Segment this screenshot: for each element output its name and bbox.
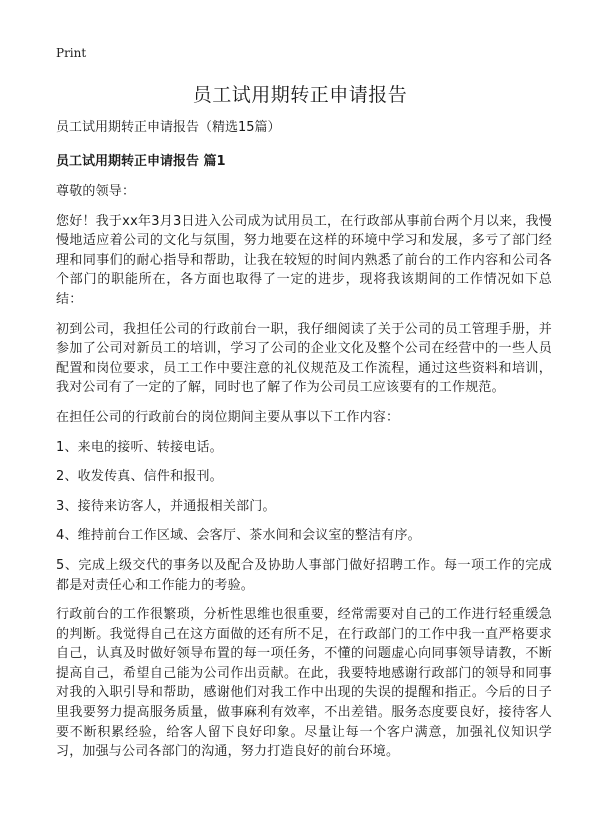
paragraph: 初到公司，我担任公司的行政前台一职，我仔细阅读了关于公司的员工管理手册，并参加了公司对新员工的培训，学习了公司的企业文化及整个公司在经营中的一些人员配置和岗位要求，员工工作中要注意的礼仪规范及工作流程，通过这些资料和培训，我对公司有了一定的了解，同时也了解了作为公司员工应该要有的工作规范。: [56, 321, 552, 396]
list-item: 5、完成上级交代的事务以及配合及协助人事部门做好招聘工作。每一项工作的完成都是对责任心和工作能力的考验。: [56, 557, 552, 593]
print-link[interactable]: Print: [56, 46, 87, 60]
list-item: 1、来电的接听、转接电话。: [56, 439, 223, 455]
salutation: 尊敬的领导：: [56, 184, 136, 199]
closing-paragraph: 行政前台的工作很繁琐，分析性思维也很重要，经常需要对自己的工作进行轻重缓急的判断。我觉得自己在这方面做的还有所不足，在行政部门的工作中我一直严格要求自己，认真及时做好领导布置的每一项任务，不懂的问题虚心向同事领导请教，不断提高自己，希望自己能为公司作出贡献。在此，我要特地感谢行政部门的领导和同事对我的入职引导和帮助，感谢他们对我工作中出现的失误的提醒和指正。今后的日子里我要努力提高服务质量，做事麻利有效率，不出差错。服务态度要良好，接待客人要不断积累经验，给客人留下良好印象。尽量让每一个客户满意，加强礼仪知识学习，加强与公司各部门的沟通，努力打造良好的前台环境。: [56, 607, 552, 760]
list-item: 3、接待来访客人，并通报相关部门。: [56, 498, 276, 514]
document-body: [56, 118, 552, 772]
paragraph: 您好！我于xx年3月3日进入公司成为试用员工，在行政部从事前台两个月以来，我慢慢地适应着公司的文化与氛围，努力地要在这样的环境中学习和发展，多亏了部门经理和同事们的耐心指导和帮助，让我在较短的时间内熟悉了前台的工作内容和公司各个部门的职能所在，各方面也取得了一定的进步，现将我该期间的工作情况如下总结：: [56, 213, 552, 307]
document-subtitle: 员工试用期转正申请报告（精选15篇）: [56, 120, 281, 135]
list-item: 4、维持前台工作区域、会客厅、茶水间和会议室的整洁有序。: [56, 528, 421, 544]
section-heading: 员工试用期转正申请报告 篇1: [56, 154, 226, 169]
paragraph: 在担任公司的行政前台的岗位期间主要从事以下工作内容：: [56, 409, 400, 425]
document-title: 员工试用期转正申请报告: [192, 84, 408, 106]
list-item: 2、收发传真、信件和报刊。: [56, 469, 223, 485]
